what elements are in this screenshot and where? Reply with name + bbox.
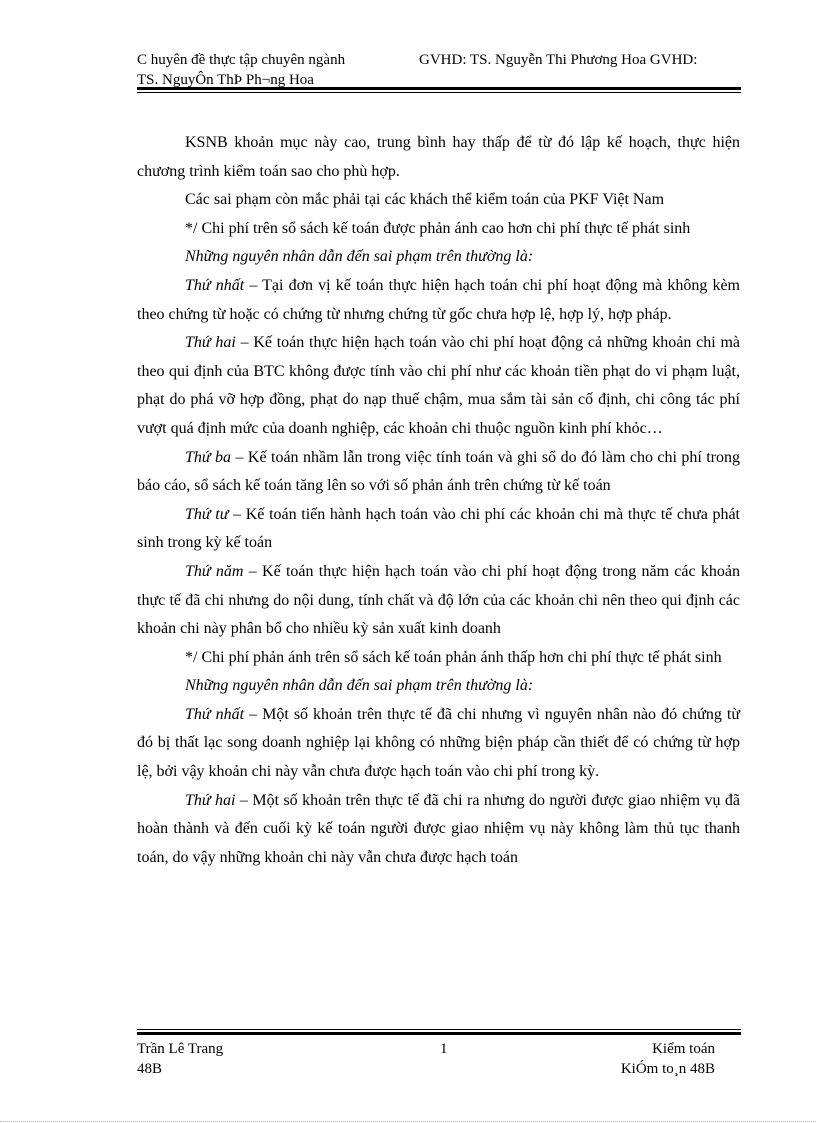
paragraph: Thứ ba – Kế toán nhầm lẫn trong việc tính toán và ghi sổ do đó làm cho chi phí trong báo cáo, sổ sách kế toán tăng lên so với số phản ánh trên chứng từ kế toán bbox=[137, 448, 741, 495]
paragraph: */ Chi phí phản ánh trên sổ sách kế toán phản ánh thấp hơn chi phí thực tế phát sinh bbox=[185, 648, 722, 666]
page-number: 1 bbox=[440, 1041, 448, 1057]
paragraph: KSNB khoản mục này cao, trung bình hay thấp để từ đó lập kế hoạch, thực hiện chương trình kiểm toán sao cho phù hợp. bbox=[137, 134, 740, 180]
header-topic: C huyên đề thực tập chuyên ngành bbox=[137, 52, 346, 68]
footer-dept: Kiểm toán bbox=[652, 1041, 715, 1057]
paragraph: Các sai phạm còn mắc phải tại các khách thể kiểm toán của PKF Việt Nam bbox=[185, 191, 665, 209]
paragraph: Thứ hai – Một số khoản trên thực tế đã chi ra nhưng do người được giao nhiệm vụ đã hoàn thành và đến cuối kỳ kế toán người được giao nhiệm vụ này không làm thủ tục thanh toán, do vậy những khoản chi này vẫn chưa được hạch toán bbox=[137, 791, 740, 866]
paragraph: Những nguyên nhân dẫn đến sai phạm trên thường là: bbox=[185, 248, 534, 266]
paragraph: Thứ hai – Kế toán thực hiện hạch toán vào chi phí hoạt động cả những khoản chi mà theo qui định của BTC không được tính vào chi phí như các khoản tiền phạt do vi phạm luật, phạt do phá vỡ hợp đồng, phạt do nạp thuế chậm, mua sắm tài sản cố định, chi công tác phí vượt quá định mức của doanh nghiệp, các khoản chi thuộc nguồn kinh phí khỏc… bbox=[137, 334, 740, 437]
footer-rule-thick bbox=[137, 1032, 741, 1035]
paragraph: */ Chi phí trên sổ sách kế toán được phản ánh cao hơn chi phí thực tế phát sinh bbox=[185, 219, 691, 237]
header-supervisor: GVHD: TS. Nguyễn Thi Phương Hoa GVHD: bbox=[419, 52, 698, 68]
header-rule-thick bbox=[137, 87, 741, 90]
footer-author-block bbox=[137, 1039, 223, 1079]
paragraph: Thứ nhất – Tại đơn vị kế toán thực hiện hạch toán chi phí hoạt động mà không kèm theo chứng từ hoặc có chứng từ nhưng chứng từ gốc chưa hợp lệ, hợp lý, hợp pháp. bbox=[137, 276, 741, 323]
footer-dept-block bbox=[560, 1039, 715, 1079]
footer-dept-legacy: KiÓm to¸n 48B bbox=[620, 1061, 715, 1077]
footer-author: Trần Lê Trang bbox=[137, 1041, 224, 1057]
header-rule-thin bbox=[137, 92, 741, 93]
page-header bbox=[137, 50, 741, 90]
document-body bbox=[137, 129, 740, 872]
footer-class: 48B bbox=[137, 1061, 163, 1077]
page-edge bbox=[0, 1121, 816, 1122]
paragraph: Thứ nhất – Một số khoản trên thực tế đã chi nhưng vì nguyên nhân nào đó chứng từ đó bị thất lạc song doanh nghiệp lại không có những biện pháp cần thiết để có chứng từ hợp lệ, bởi vậy khoản chi này vẫn chưa được hạch toán vào chi phí trong kỳ. bbox=[137, 705, 740, 781]
header-supervisor-legacy: TS. NguyÔn ThÞ Ph¬ng Hoa bbox=[137, 72, 314, 88]
footer-rule-thin bbox=[137, 1029, 741, 1030]
paragraph: Thứ tư – Kế toán tiến hành hạch toán vào chi phí các khoản chi mà thực tế chưa phát sinh trong kỳ kế toán bbox=[137, 505, 741, 552]
paragraph: Những nguyên nhân dẫn đến sai phạm trên thường là: bbox=[185, 677, 534, 695]
paragraph: Thứ năm – Kế toán thực hiện hạch toán vào chi phí hoạt động trong năm các khoản thực tế đã chi nhưng do nội dung, tính chất và độ lớn của các khoản chi nên theo qui định các khoản chi này phân bổ cho nhiều kỳ sản xuất kinh doanh bbox=[137, 562, 740, 638]
